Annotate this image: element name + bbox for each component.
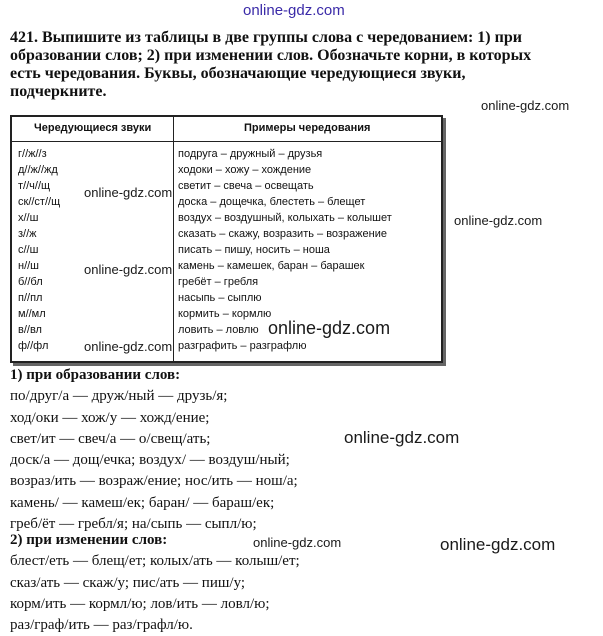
- sounds-cell: ф//фл: [18, 340, 49, 352]
- watermark: online-gdz.com: [481, 98, 570, 113]
- answer-line: по/друг/а — друж/ный — друзь/я;: [10, 388, 228, 405]
- examples-cell: ловить – ловлю: [178, 324, 259, 336]
- answer-line: возраз/ить — возраж/ение; нос/ить — нош/а;: [10, 473, 298, 490]
- answer-line: ход/оки — хож/у — хожд/ение;: [10, 409, 210, 426]
- watermark: online-gdz.com: [344, 428, 460, 447]
- examples-cell: гребёт – гребля: [178, 276, 259, 288]
- examples-cell: писать – пишу, носить – ноша: [178, 244, 330, 256]
- table-divider: [12, 141, 441, 142]
- watermark: online-gdz.com: [84, 185, 173, 200]
- task-line: есть чередования. Буквы, обозначающие чередующиеся звуки,: [10, 65, 466, 82]
- sounds-cell: м//мл: [18, 308, 46, 320]
- sounds-cell: п//пл: [18, 292, 43, 304]
- watermark: online-gdz.com: [84, 339, 173, 354]
- table-row: [12, 164, 441, 180]
- answer-line: сказ/ать — скаж/у; пис/ать — пиш/у;: [10, 574, 246, 591]
- sounds-cell: т//ч//щ: [18, 180, 51, 192]
- watermark: online-gdz.com: [268, 318, 391, 338]
- answer-line: корм/ить — кормл/ю; лов/ить — ловл/ю;: [10, 595, 270, 612]
- table-row: [12, 212, 441, 228]
- answer-section-formation: [10, 365, 590, 535]
- column-header-examples: Примеры чередования: [244, 122, 371, 134]
- watermark: online-gdz.com: [84, 262, 173, 277]
- sounds-cell: ск//ст//щ: [18, 196, 61, 208]
- section-heading: 2) при изменении слов:: [10, 532, 168, 548]
- examples-cell: воздух – воздушный, колыхать – колышет: [178, 212, 392, 224]
- task-line: подчеркните.: [10, 83, 107, 100]
- watermark: online-gdz.com: [440, 535, 556, 554]
- watermark: online-gdz.com: [253, 535, 342, 550]
- table-body: [12, 148, 441, 356]
- table-row: [12, 180, 441, 196]
- examples-cell: подруга – дружный – друзья: [178, 148, 323, 160]
- table-row: [12, 260, 441, 276]
- answer-line: греб/ёт — гребл/я; на/сыпь — сыпл/ю;: [10, 516, 257, 533]
- table-row: [12, 276, 441, 292]
- table-row: [12, 228, 441, 244]
- task-line: 421. Выпишите из таблицы в две группы слова с чередованием: 1) при: [10, 29, 522, 46]
- sounds-cell: з//ж: [18, 228, 37, 240]
- examples-cell: сказать – скажу, возразить – возражение: [178, 228, 387, 240]
- sounds-cell: д//ж//жд: [18, 164, 58, 176]
- sounds-cell: с//ш: [18, 244, 39, 256]
- sounds-cell: х//ш: [18, 212, 39, 224]
- answer-section-inflection: [10, 530, 590, 636]
- answer-line: раз/граф/ить — раз/графл/ю.: [10, 617, 193, 634]
- watermark-top: online-gdz.com: [243, 2, 345, 19]
- answer-line: доск/а — дощ/ечка; воздух/ — воздуш/ный;: [10, 452, 290, 469]
- examples-cell: камень – камешек, баран – барашек: [178, 260, 365, 272]
- task-text: [10, 29, 595, 101]
- table-row: [12, 148, 441, 164]
- sounds-cell: н//ш: [18, 260, 40, 272]
- table-row: [12, 244, 441, 260]
- answer-line: камень/ — камеш/ек; баран/ — бараш/ек;: [10, 494, 275, 511]
- examples-cell: ходоки – хожу – хождение: [178, 164, 312, 176]
- table-row: [12, 308, 441, 324]
- table-row: [12, 324, 441, 340]
- answer-line: свет/ит — свеч/а — о/свещ/ать;: [10, 430, 211, 447]
- examples-cell: насыпь – сыплю: [178, 292, 262, 304]
- section-heading: 1) при образовании слов:: [10, 367, 181, 383]
- sounds-cell: в//вл: [18, 324, 42, 336]
- watermark: online-gdz.com: [454, 213, 543, 228]
- column-header-sounds: Чередующиеся звуки: [34, 122, 152, 134]
- task-line: образовании слов; 2) при изменении слов. Обозначьте корни, в которых: [10, 47, 532, 64]
- sounds-cell: б//бл: [18, 276, 43, 288]
- table-row: [12, 196, 441, 212]
- table-row: [12, 292, 441, 308]
- table-row: [12, 340, 441, 356]
- alternation-table: [10, 115, 443, 363]
- examples-cell: доска – дощечка, блестеть – блещет: [178, 196, 366, 208]
- sounds-cell: г//ж//з: [18, 148, 47, 160]
- examples-cell: светит – свеча – освещать: [178, 180, 314, 192]
- answer-line: блест/еть — блещ/ет; колых/ать — колыш/ет;: [10, 553, 300, 570]
- examples-cell: кормить – кормлю: [178, 308, 272, 320]
- examples-cell: разграфить – разграфлю: [178, 340, 307, 352]
